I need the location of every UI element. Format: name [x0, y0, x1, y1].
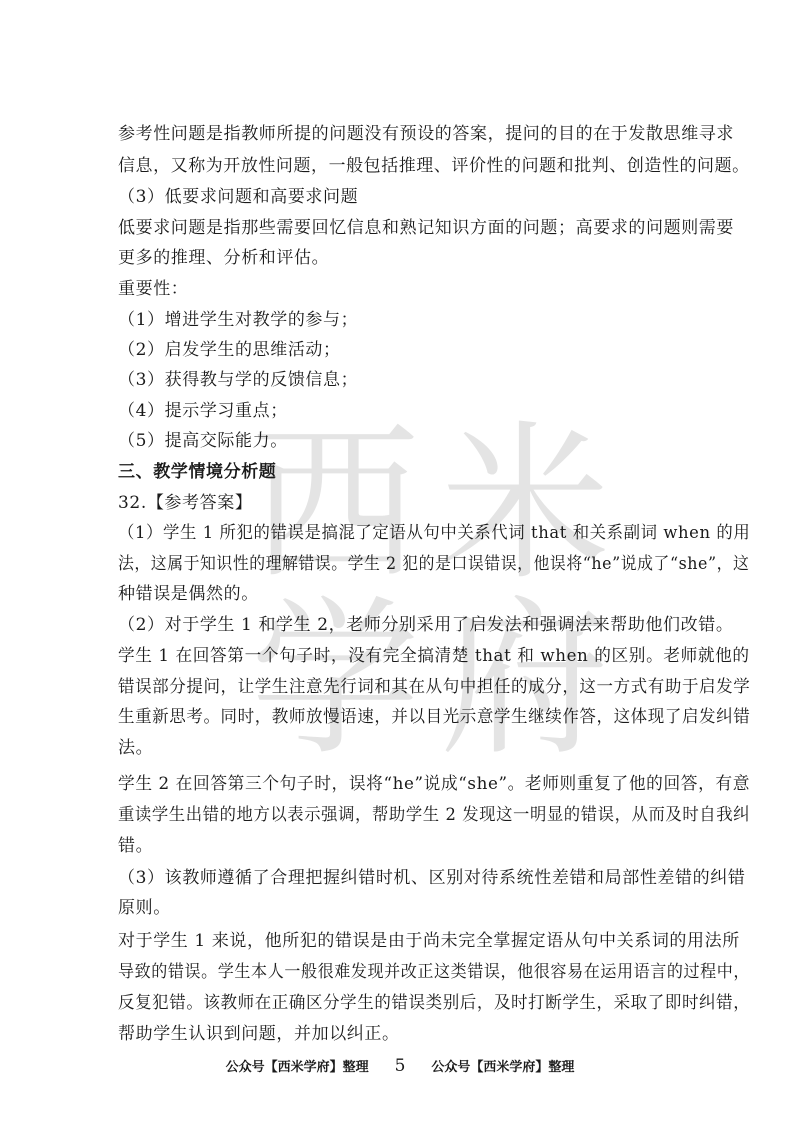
body-text-line: 重要性： — [118, 279, 189, 299]
body-text-line: （1）学生 1 所犯的错误是搞混了定语从句中关系代词 that 和关系副词 when 的用 — [118, 523, 751, 543]
body-text-line: 重读学生出错的地方以表示强调，帮助学生 2 发现这一明显的错误，从而及时自我纠 — [118, 805, 751, 825]
body-text-line: 法，这属于知识性的理解错误。学生 2 犯的是口误错误，他误将“he”说成了“she”，这 — [118, 554, 750, 574]
footer-note-right: 公众号【西米学府】整理 — [431, 1060, 575, 1075]
footer-note-left: 公众号【西米学府】整理 — [225, 1060, 369, 1075]
list-item: （4）提示学习重点； — [118, 401, 288, 421]
body-text-line: 导致的错误。学生本人一般很难发现并改正这类错误，他很容易在运用语言的过程中， — [118, 962, 751, 982]
body-text-line: （2）对于学生 1 和学生 2，老师分别采用了启发法和强调法来帮助他们改错。 — [118, 615, 734, 635]
list-item: （3）获得教与学的反馈信息； — [118, 370, 359, 390]
body-text-line: （3）该教师遵循了合理把握纠错时机、区别对待系统性差错和局部性差错的纠错 — [118, 868, 746, 888]
list-item: （1）增进学生对教学的参与； — [118, 310, 359, 330]
page-footer — [0, 1056, 800, 1078]
body-text-line: 参考性问题是指教师所提的问题没有预设的答案，提问的目的在于发散思维寻求 — [118, 124, 734, 144]
page-number: 5 — [394, 1056, 406, 1076]
watermark-glyph: 学 — [250, 581, 421, 779]
body-text-line: 对于学生 1 来说，他所犯的错误是由于尚未完全掌握定语从句中关系词的用法所 — [118, 931, 740, 951]
body-text-line: 法。 — [118, 738, 154, 758]
body-text-line: 学生 2 在回答第三个句子时，误将“he”说成“she”。老师则重复了他的回答，有意 — [118, 774, 751, 794]
body-text-line: 信息，又称为开放性问题，一般包括推理、评价性的问题和批判、创造性的问题。 — [118, 156, 750, 176]
watermark-glyph: 西 — [250, 406, 421, 604]
body-text-line: 种错误是偶然的。 — [118, 584, 259, 604]
body-text-line: 学生 1 在回答第一个句子时，没有完全搞清楚 that 和 when 的区别。老师就他的 — [118, 646, 750, 666]
body-text-line: 错。 — [118, 836, 154, 856]
watermark-glyph: 府 — [440, 581, 611, 779]
body-text-line: 错误部分提问，让学生注意先行词和其在从句中担任的成分，这一方式有助于启发学 — [118, 677, 751, 697]
body-text-line: 更多的推理、分析和评估。 — [118, 248, 330, 268]
body-text-line: 原则。 — [118, 898, 171, 918]
watermark-glyph: 米 — [440, 406, 611, 604]
answer-heading: 32.【参考答案】 — [118, 493, 253, 513]
body-text-line: 帮助学生认识到问题，并加以纠正。 — [118, 1024, 400, 1044]
section-heading: 三、教学情境分析题 — [118, 462, 277, 482]
body-text-line: 生重新思考。同时，教师放慢语速，并以目光示意学生继续作答，这体现了启发纠错 — [118, 707, 751, 727]
subsection-heading: （3）低要求问题和高要求问题 — [118, 187, 359, 207]
body-text-line: 反复犯错。该教师在正确区分学生的错误类别后，及时打断学生，采取了即时纠错， — [118, 993, 751, 1013]
body-text-line: 低要求问题是指那些需要回忆信息和熟记知识方面的问题；高要求的问题则需要 — [118, 218, 734, 238]
list-item: （2）启发学生的思维活动； — [118, 340, 341, 360]
list-item: （5）提高交际能力。 — [118, 431, 288, 451]
